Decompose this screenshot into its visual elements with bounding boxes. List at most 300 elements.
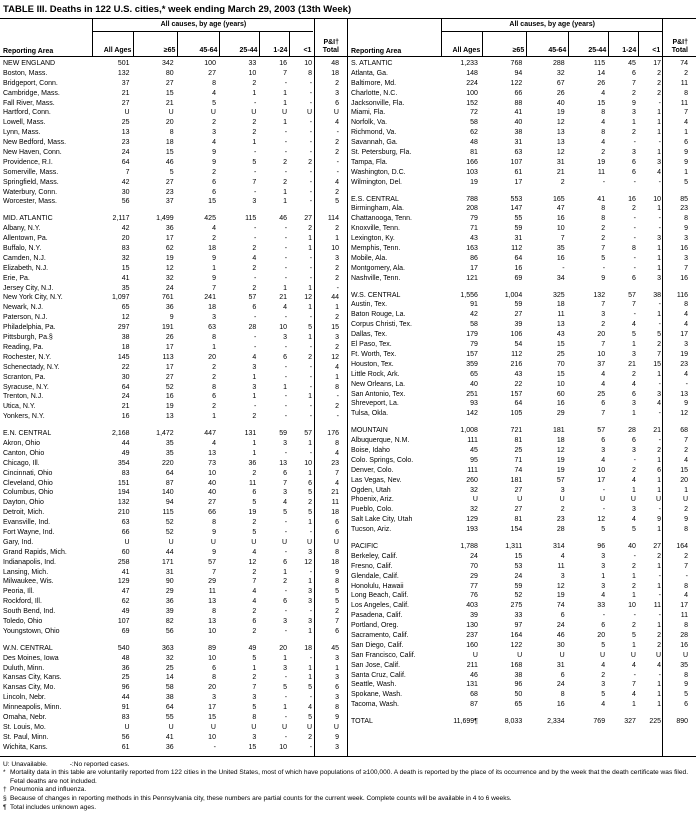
value-cell: 1 [283, 89, 288, 97]
value-cell: 8 [601, 205, 606, 213]
value-cell: 13 [556, 139, 565, 147]
value-cell: 10 [628, 602, 636, 610]
value-cell: 5 [601, 691, 606, 699]
value-cell: 12 [331, 353, 339, 361]
reporting-area-cell: Savannah, Ga. [351, 139, 398, 147]
city-row [0, 244, 347, 254]
value-cell: U [282, 538, 288, 546]
value-cell: 19 [680, 350, 689, 358]
value-cell: 5 [601, 641, 606, 649]
value-cell: 73 [208, 459, 216, 467]
value-cell: 16 [514, 264, 523, 272]
value-cell: - [658, 592, 662, 600]
value-cell: 66 [514, 89, 523, 97]
value-cell: - [633, 456, 636, 464]
value-cell: 275 [510, 602, 523, 610]
reporting-area-cell: Pueblo, Colo. [351, 506, 394, 514]
value-cell: 314 [552, 542, 565, 550]
value-cell: - [658, 215, 662, 223]
reporting-area-cell: Cambridge, Mass. [3, 89, 60, 97]
city-row [0, 197, 347, 207]
value-cell: 26 [556, 89, 565, 97]
city-row [348, 320, 696, 330]
value-cell: - [284, 264, 288, 272]
value-cell: 2 [252, 79, 257, 87]
reporting-area-cell: Long Beach, Calif. [351, 592, 409, 600]
value-cell: 1 [283, 704, 288, 712]
reporting-area-cell: Norfolk, Va. [351, 119, 388, 127]
value-cell: 1 [335, 373, 339, 381]
value-cell: 17 [680, 331, 689, 339]
value-cell: 2 [632, 562, 636, 570]
value-cell: U [682, 496, 689, 504]
value-cell: 2 [601, 321, 606, 329]
reporting-area-cell: Santa Cruz, Calif. [351, 671, 406, 679]
value-cell: 65 [470, 370, 478, 378]
city-row [348, 214, 696, 224]
city-row [348, 495, 696, 505]
value-cell: U [630, 496, 636, 504]
value-cell: 12 [556, 446, 565, 454]
value-cell: 7 [684, 109, 689, 117]
city-row [0, 69, 347, 79]
value-cell: 2 [212, 168, 216, 176]
value-cell: 1 [252, 89, 257, 97]
value-cell: - [633, 139, 636, 147]
value-cell: 67 [556, 79, 565, 87]
value-cell: 31 [514, 235, 523, 243]
value-cell: 57 [248, 294, 257, 302]
value-cell: 57 [556, 476, 565, 484]
city-row [0, 412, 347, 422]
value-cell: 40 [556, 99, 565, 107]
reporting-area-cell: St. Paul, Minn. [3, 733, 49, 741]
value-cell: 18 [331, 558, 339, 566]
reporting-area-cell: Little Rock, Ark. [351, 370, 400, 378]
city-row [348, 234, 696, 244]
value-cell: 10 [208, 654, 216, 662]
value-cell: 1 [632, 341, 636, 349]
value-cell: 1 [657, 486, 662, 494]
value-cell: 5 [601, 254, 606, 262]
value-cell: 79 [470, 215, 478, 223]
city-row [0, 617, 347, 627]
value-cell: 15 [514, 552, 523, 560]
value-cell: 10 [597, 466, 606, 474]
value-cell: 1 [657, 582, 662, 590]
reporting-area-cell: W.S. CENTRAL [351, 291, 401, 299]
reporting-area-cell: Bridgeport, Conn. [3, 79, 58, 87]
value-cell: 42 [121, 225, 130, 233]
city-row [0, 363, 347, 373]
value-cell: U [251, 538, 257, 546]
city-row [0, 234, 347, 244]
value-cell: 33 [597, 602, 606, 610]
value-cell: 168 [510, 661, 523, 669]
reporting-area-cell: Montgomery, Ala. [351, 264, 405, 272]
value-cell: 7 [252, 578, 257, 586]
value-cell: 18 [165, 139, 174, 147]
value-cell: 56 [121, 198, 130, 206]
value-cell: - [685, 380, 689, 388]
region-row [348, 59, 696, 69]
col-ge65: ≥65 [133, 32, 177, 56]
value-cell: 15 [165, 149, 174, 157]
reporting-area-cell: Cincinnati, Ohio [3, 469, 53, 477]
value-cell: 7 [657, 350, 662, 358]
value-cell: - [309, 274, 313, 282]
table-body-left [0, 57, 347, 756]
value-cell: 71 [514, 456, 523, 464]
value-cell: 16 [680, 274, 689, 282]
reporting-area-cell: Mobile, Ala. [351, 254, 388, 262]
reporting-area-cell: Philadelphia, Pa. [3, 324, 56, 332]
value-cell: 4 [632, 516, 636, 524]
value-cell: 81 [514, 516, 523, 524]
value-cell: 8 [212, 79, 216, 87]
value-cell: 3 [308, 548, 313, 556]
value-cell: 130 [466, 622, 478, 630]
value-cell: 32 [470, 486, 478, 494]
value-cell: 4 [335, 119, 339, 127]
value-cell: - [633, 225, 636, 233]
value-cell: 28 [628, 427, 636, 435]
value-cell: U [559, 651, 565, 659]
value-cell: - [658, 99, 662, 107]
value-cell: - [658, 671, 662, 679]
city-row [348, 399, 696, 409]
value-cell: 25 [165, 664, 174, 672]
value-cell: 6 [632, 168, 636, 176]
value-cell: 25 [121, 119, 130, 127]
city-row [0, 373, 347, 383]
value-cell: 2 [335, 274, 339, 282]
value-cell: - [336, 413, 339, 421]
value-cell: 5 [632, 526, 636, 534]
value-cell: U [333, 538, 339, 546]
value-cell: 12 [556, 119, 565, 127]
col-45-64: 45-64 [526, 32, 568, 56]
value-cell: 3 [657, 390, 662, 398]
value-cell: 7 [632, 79, 636, 87]
value-cell: 3 [252, 733, 257, 741]
value-cell: 16 [680, 641, 689, 649]
value-cell: 7 [601, 341, 606, 349]
reporting-area-cell: Birmingham, Ala. [351, 205, 404, 213]
value-cell: 81 [514, 437, 523, 445]
value-cell: 501 [117, 60, 130, 67]
city-row [348, 651, 696, 661]
city-row [0, 627, 347, 637]
value-cell: 5 [684, 178, 689, 186]
value-cell: 8 [601, 215, 606, 223]
value-cell: 3 [212, 129, 216, 137]
value-cell: 5 [601, 526, 606, 534]
value-cell: - [602, 612, 606, 620]
value-cell: - [253, 168, 257, 176]
reporting-area-header: Reporting Area [351, 48, 402, 55]
value-cell: 176 [327, 430, 339, 438]
value-cell: 325 [552, 291, 565, 299]
city-row [348, 476, 696, 486]
region-row [0, 644, 347, 654]
value-cell: 1 [632, 119, 636, 127]
value-cell: 4 [632, 321, 636, 329]
value-cell: 36 [165, 225, 174, 233]
value-cell: 64 [121, 383, 130, 391]
value-cell: 2 [252, 413, 257, 421]
value-cell: 3 [632, 109, 636, 117]
value-cell: 6 [560, 671, 565, 679]
value-cell: 8 [169, 129, 174, 137]
reporting-area-cell: Dallas, Tex. [351, 331, 388, 339]
value-cell: U [333, 109, 339, 117]
value-cell: 80 [165, 69, 174, 77]
region-row [348, 426, 696, 436]
city-row [348, 340, 696, 350]
city-row [0, 743, 347, 753]
value-cell: 6 [632, 274, 636, 282]
reporting-area-cell: Jersey City, N.J. [3, 284, 54, 292]
value-cell: 24 [514, 572, 523, 580]
value-cell: 8 [212, 334, 216, 342]
value-cell: 10 [597, 350, 606, 358]
value-cell: 220 [162, 459, 174, 467]
value-cell: 18 [556, 437, 565, 445]
value-cell: 2 [335, 79, 339, 87]
value-cell: - [284, 528, 288, 536]
value-cell: 7 [632, 681, 636, 689]
value-cell: 12 [680, 410, 689, 418]
value-cell: 24 [165, 284, 174, 292]
value-cell: 1 [657, 622, 662, 630]
value-cell: 83 [121, 469, 130, 477]
value-cell: 6 [335, 684, 339, 692]
value-cell: 7 [632, 301, 636, 309]
value-cell: 8 [212, 608, 216, 616]
value-cell: 8 [601, 129, 606, 137]
value-cell: - [284, 168, 288, 176]
all-causes-banner: All causes, by age (years) [442, 19, 662, 32]
value-cell: 1 [308, 304, 313, 312]
value-cell: 41 [597, 195, 606, 203]
value-cell: 2 [212, 403, 216, 411]
value-cell: - [309, 568, 313, 576]
value-cell: 3 [335, 743, 339, 751]
reporting-area-cell: Denver, Colo. [351, 466, 394, 474]
value-cell: 2,117 [112, 215, 130, 223]
legend-no-cases: -:No reported cases. [69, 760, 130, 768]
value-cell: 121 [466, 274, 478, 282]
value-cell: 4 [335, 449, 339, 457]
value-cell: 1 [657, 701, 662, 709]
value-cell: - [253, 334, 257, 342]
value-cell: 1,472 [156, 430, 174, 438]
value-cell: 27 [514, 486, 523, 494]
reporting-area-cell: Indianapolis, Ind. [3, 558, 56, 566]
value-cell: 62 [165, 245, 174, 253]
value-cell: 10 [556, 380, 565, 388]
age-column-labels [442, 32, 662, 56]
city-row [348, 370, 696, 380]
value-cell: 2 [212, 363, 216, 371]
value-cell: 38 [653, 291, 662, 299]
value-cell: 3 [308, 598, 313, 606]
value-cell: 3 [283, 664, 288, 672]
value-cell: 1 [252, 393, 257, 401]
value-cell: - [253, 235, 257, 243]
value-cell: 57 [628, 291, 636, 299]
reporting-area-cell: Hartford, Conn. [3, 109, 51, 117]
value-cell: 72 [470, 109, 478, 117]
city-row [0, 664, 347, 674]
value-cell: - [602, 506, 606, 514]
value-cell: 1 [308, 469, 313, 477]
reporting-area-cell: Houston, Tex. [351, 360, 394, 368]
value-cell: 1,311 [505, 542, 523, 550]
value-cell: 2 [335, 149, 339, 157]
value-cell: 151 [117, 479, 130, 487]
value-cell: - [633, 612, 636, 620]
value-cell: 297 [117, 324, 130, 332]
city-row [348, 300, 696, 310]
value-cell: 15 [653, 360, 662, 368]
value-cell: 8 [308, 69, 313, 77]
value-cell: 29 [165, 588, 174, 596]
value-cell: 9 [632, 99, 636, 107]
city-row [0, 188, 347, 198]
value-cell: 140 [162, 489, 174, 497]
city-row [348, 310, 696, 320]
value-cell: 74 [680, 60, 689, 67]
reporting-area-cell: Scranton, Pa. [3, 373, 46, 381]
value-cell: 20 [208, 353, 216, 361]
value-cell: - [284, 519, 288, 527]
value-cell: 2 [252, 245, 257, 253]
city-row [0, 343, 347, 353]
value-cell: 96 [121, 684, 130, 692]
value-cell: - [685, 572, 689, 580]
value-cell: 59 [514, 301, 523, 309]
value-cell: 46 [470, 671, 478, 679]
col-all-ages: All Ages [103, 47, 132, 54]
value-cell: 4 [632, 691, 636, 699]
city-row [0, 508, 347, 518]
reporting-area-cell: Portland, Oreg. [351, 622, 399, 630]
value-cell: 327 [624, 718, 636, 726]
value-cell: 48 [121, 654, 130, 662]
value-cell: U [630, 651, 636, 659]
value-cell: 9 [169, 314, 174, 322]
value-cell: 10 [653, 195, 662, 203]
value-cell: 1 [684, 129, 689, 137]
value-cell: 21 [165, 99, 174, 107]
value-cell: 38 [514, 129, 523, 137]
col-1-24: 1-24 [608, 32, 638, 56]
value-cell: 32 [470, 506, 478, 514]
value-cell: - [633, 311, 636, 319]
value-cell: 41 [514, 109, 523, 117]
value-cell: 194 [117, 489, 130, 497]
reporting-area-cell: Las Vegas, Nev. [351, 476, 402, 484]
value-cell: 44 [331, 294, 339, 302]
value-cell: 40 [470, 380, 478, 388]
value-cell: 9 [684, 400, 689, 408]
reporting-area-cell: Austin, Tex. [351, 301, 388, 309]
city-row [0, 148, 347, 158]
value-cell: 2 [335, 608, 339, 616]
value-cell: 38 [121, 334, 130, 342]
reporting-area-cell: MID. ATLANTIC [3, 215, 53, 223]
value-cell: 1 [657, 526, 662, 534]
value-cell: 6 [335, 528, 339, 536]
footnote-pennsylvania: § Because of changes in reporting methods in this Pennsylvania city, these numbers are partial counts for the current week. Complete counts will be available in 4 to 6 weeks. [3, 794, 512, 802]
value-cell: 52 [514, 592, 523, 600]
value-cell: 20 [597, 331, 606, 339]
value-cell: 17 [470, 264, 478, 272]
reporting-area-cell: New Haven, Conn. [3, 149, 62, 157]
col-lt1: <1 [289, 32, 313, 56]
value-cell: 359 [466, 360, 478, 368]
value-cell: 7 [601, 410, 606, 418]
value-cell: 60 [556, 390, 565, 398]
value-cell: 116 [676, 291, 689, 299]
value-cell: 2 [212, 119, 216, 127]
value-cell: 16 [165, 393, 174, 401]
value-cell: 68 [470, 691, 478, 699]
value-cell: 82 [165, 617, 174, 625]
value-cell: - [336, 284, 339, 292]
value-cell: 81 [470, 149, 478, 157]
value-cell: 57 [208, 558, 216, 566]
value-cell: - [309, 343, 313, 351]
value-cell: 1 [308, 284, 313, 292]
value-cell: 91 [470, 301, 478, 309]
value-cell: - [658, 225, 662, 233]
value-cell: 4 [601, 119, 606, 127]
value-cell: 4 [252, 548, 257, 556]
value-cell: - [309, 654, 313, 662]
reporting-area-cell: Tampa, Fla. [351, 158, 388, 166]
value-cell: - [309, 403, 313, 411]
city-row [0, 99, 347, 109]
reporting-area-cell: San Jose, Calif. [351, 661, 401, 669]
value-cell: 1 [252, 439, 257, 447]
value-cell: 19 [165, 254, 174, 262]
reporting-area-cell: E.S. CENTRAL [351, 195, 399, 203]
city-row [348, 138, 696, 148]
region-row [348, 542, 696, 552]
value-cell: 36 [121, 664, 130, 672]
value-cell: 12 [556, 149, 565, 157]
value-cell: 17 [653, 60, 662, 67]
value-cell: 122 [510, 641, 523, 649]
value-cell: 1 [657, 119, 662, 127]
value-cell: 1 [335, 664, 339, 672]
value-cell: 5 [335, 198, 339, 206]
reporting-area-cell: Grand Rapids, Mich. [3, 548, 67, 556]
value-cell: U [559, 496, 565, 504]
reporting-area-cell: Memphis, Tenn. [351, 245, 401, 253]
value-cell: 24 [121, 149, 130, 157]
value-cell: 71 [470, 225, 478, 233]
value-cell: 4 [657, 400, 662, 408]
value-cell: 131 [244, 430, 257, 438]
value-cell: 3 [632, 446, 636, 454]
value-cell: 97 [514, 622, 523, 630]
value-cell: - [309, 254, 313, 262]
value-cell: 20 [680, 476, 689, 484]
